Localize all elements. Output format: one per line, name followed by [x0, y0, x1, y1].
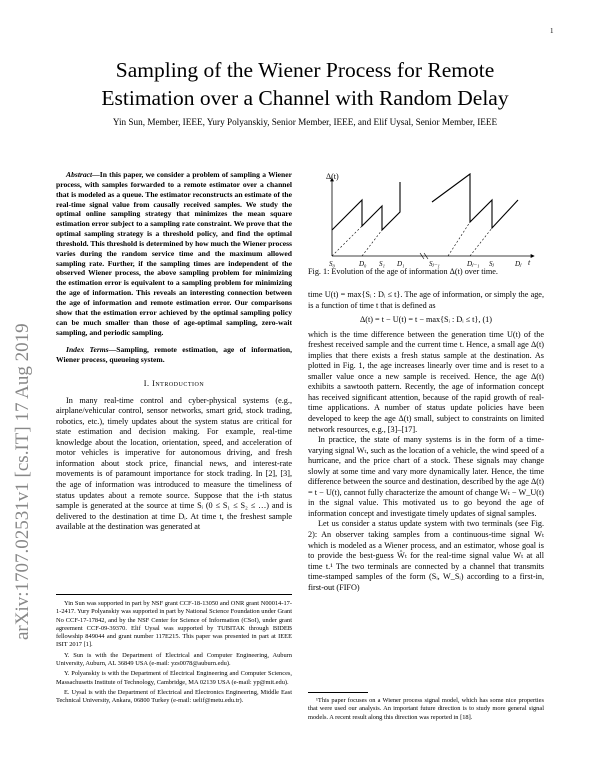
footnote-affiliation-uysal: E. Uysal is with the Department of Electrical and Electronics Engineering, Middle East Technical University, Ankara, 06800 Turkey (e-mail: uelif@metu.edu.tr). — [56, 688, 292, 705]
tick-label: S₀ — [329, 260, 335, 268]
figure-1-age-sawtooth — [320, 170, 544, 270]
arxiv-stamp — [6, 140, 36, 660]
tick-label: S₁ — [379, 260, 385, 268]
arxiv-stamp-svg — [6, 140, 36, 660]
dashed-link-1 — [332, 226, 362, 256]
x-axis-label: t — [528, 258, 531, 267]
title-line-2: Estimation over a Channel with Random Delay — [101, 86, 509, 110]
right-paragraph-1: time U(t) = max{Sᵢ : Dᵢ ≤ t}. The age of information, or simply the age, is a function of time t that is defined as — [308, 290, 544, 310]
footnote-funding: Yin Sun was supported in part by NSF grant CCF-18-13050 and ONR grant N00014-17-1-2417. Yury Polyanskiy was supported in part by National Science Foundation under Grant No CCF-17-17842, and by the NSF Center for Science of Information (CSoI), under grant agreement CCF-09-39370. Elif Uysal was supported by TUBITAK through BIDEB fellowship 849044 and grant number 117E215. This paper was presented in part at IEEE ISIT 2017 [1]. — [56, 600, 292, 649]
age-curve-segment-2 — [432, 174, 518, 228]
abstract — [56, 170, 292, 337]
right-paragraph-2: which is the time difference between the generation time U(t) of the freshest received sample and the current time t. Hence, a small age Δ(t) implies that there exists a fresh status sample at the destination. As plotted in Fig. 1, the age increases linearly over time and is reset to a smaller value once a new sample is received. Hence, the age Δ(t) exhibits a sawtooth pattern. Recently, the age of information concept has received significant attention, because of the rapid growth of real-time applications. A number of status update policies have been developed to keep the age Δ(t) small, subject to constraints on limited network resources, e.g., [3]–[17]. — [308, 329, 544, 434]
tick-label: Dⱼ₋₁ — [467, 260, 480, 268]
author-list: Yin Sun, Member, IEEE, Yury Polyanskiy, Senior Member, IEEE, and Elif Uysal, Senior Member, IEEE — [112, 117, 498, 127]
footnote-affiliation-sun: Y. Sun is with the Department of Electrical and Computer Engineering, Auburn University, Auburn, AL 36849 USA (e-mail: yzs0078@auburn.edu). — [56, 651, 292, 668]
footnotes-right — [308, 697, 544, 722]
right-column — [308, 290, 544, 593]
tick-label: Sⱼ₋₁ — [429, 260, 440, 268]
abstract-lead: Abstract — [66, 170, 93, 179]
abstract-text: —In this paper, we consider a problem of sampling a Wiener process, with samples forwarded to a remote estimator over a channel that is modeled as a queue. The estimator reconstructs an estimate of the real-time signal value from causally received samples. We study the optimal online sampling strategy that minimizes the mean square estimation error subject to a sampling rate constraint. We prove that the optimal sampling strategy is a threshold policy, and find the optimal threshold. This threshold is determined by how much the Wiener process varies during the random service time and the maximum allowed sampling rate. Further, if the sampling times are independent of the observed Wiener process, the above sampling problem for minimizing the estimation error is equivalent to a sampling problem for minimizing the age of information. This reveals an interesting connection between the age of information and remote estimation error. Our comparisons show that the estimation error achieved by the optimal sampling policy can be much smaller than those of age-optimal sampling, zero-wait sampling, and periodic sampling. — [56, 170, 292, 337]
figure-1-caption: Fig. 1: Evolution of the age of information Δ(t) over time. — [308, 267, 498, 276]
equation-1: Δ(t) = t − U(t) = t − max{Sᵢ : Dᵢ ≤ t}, (1) — [360, 315, 492, 325]
footnotes-left — [56, 600, 292, 708]
dashed-link-2 — [362, 230, 382, 256]
page-number: 1 — [550, 27, 554, 35]
index-terms-text: —Sampling, remote estimation, age of information, Wiener process, queueing system. — [56, 345, 293, 365]
tick-label: D₀ — [359, 260, 367, 268]
sawtooth-plot — [320, 170, 544, 270]
tick-label: Sⱼ — [489, 260, 494, 268]
intro-paragraph-1: In many real-time control and cyber-physical systems (e.g., airplane/vehicular control, sensor networks, smart grid, stock trading, robotics, etc.), timely updates about the system status are critical for state estimation and decision making. For example, real-time knowledge about the location, orientation, speed, and acceleration of motor vehicles is imperative for autonomous driving, and fresh information about stock price, financial news, and interest-rate movements is of paramount importance for stock trading. In [2], [3], the age of information was introduced to measure the timeliness of status updates about a remote source. Suppose that the i-th status sample is generated at the source at time Sᵢ (0 ≤ S₁ ≤ S₂ ≤ …) and is delivered to the destination at time Dᵢ. At time t, the freshest sample available at the destination was generated at — [56, 395, 292, 532]
tick-label: D₁ — [397, 260, 405, 268]
y-axis-label: Δ(t) — [326, 172, 339, 181]
footnote-signal-model: ¹This paper focuses on a Wiener process signal model, which has some nice properties that were used our analysis. An important future direction is to study more general signal models. A recent result along this direction was reported in [18]. — [308, 697, 544, 721]
dashed-link-3 — [448, 222, 470, 256]
paper-title — [60, 56, 550, 112]
arxiv-id-text: arXiv:1707.02531v1 [cs.IT] 17 Aug 2019 — [12, 323, 33, 640]
footnote-affiliation-polyanskiy: Y. Polyanskiy is with the Department of Electrical Engineering and Computer Sciences, Massachusetts Institute of Technology, Cambridge, MA 02139 USA (e-mail: yp@mit.edu). — [56, 670, 292, 686]
footnote-divider-left — [56, 594, 292, 595]
index-terms-lead: Index Terms — [66, 345, 109, 355]
right-paragraph-3: In practice, the state of many systems is in the form of a time-varying signal Wₜ, such as the location of a vehicle, the wind speed of a hurricane, and the price chart of a stock. These signals may change slowly at some time and vary more dynamically later. Hence, the time difference between the source and destination, described by the age Δ(t) = t − U(t), cannot fully characterize the amount of change Wₜ − W_U(t) in the signal value. This motivated us to go beyond the age of information concept and investigate timely updates of signal samples. — [308, 435, 544, 518]
left-column — [56, 170, 292, 533]
footnote-divider-right — [308, 692, 368, 693]
title-line-1: Sampling of the Wiener Process for Remote — [115, 58, 495, 82]
right-paragraph-4: Let us consider a status update system with two terminals (see Fig. 2): An observer taking samples from a continuous-time signal Wₜ which is modeled as a Wiener process, and an estimator, whose goal is to provide the best-guess Ŵₜ for the real-time signal value Wₜ at all time t.¹ The two terminals are connected by a channel that transmits time-stamped samples of the form (Sᵢ, W_Sᵢ) according to a first-in, first-out (FIFO) — [308, 519, 544, 592]
section-heading-introduction: I. Introduction — [143, 379, 205, 389]
index-terms — [56, 345, 292, 365]
tick-label: Dⱼ — [515, 260, 522, 268]
dashed-link-4 — [470, 228, 492, 256]
age-curve-segment-1 — [332, 182, 400, 230]
